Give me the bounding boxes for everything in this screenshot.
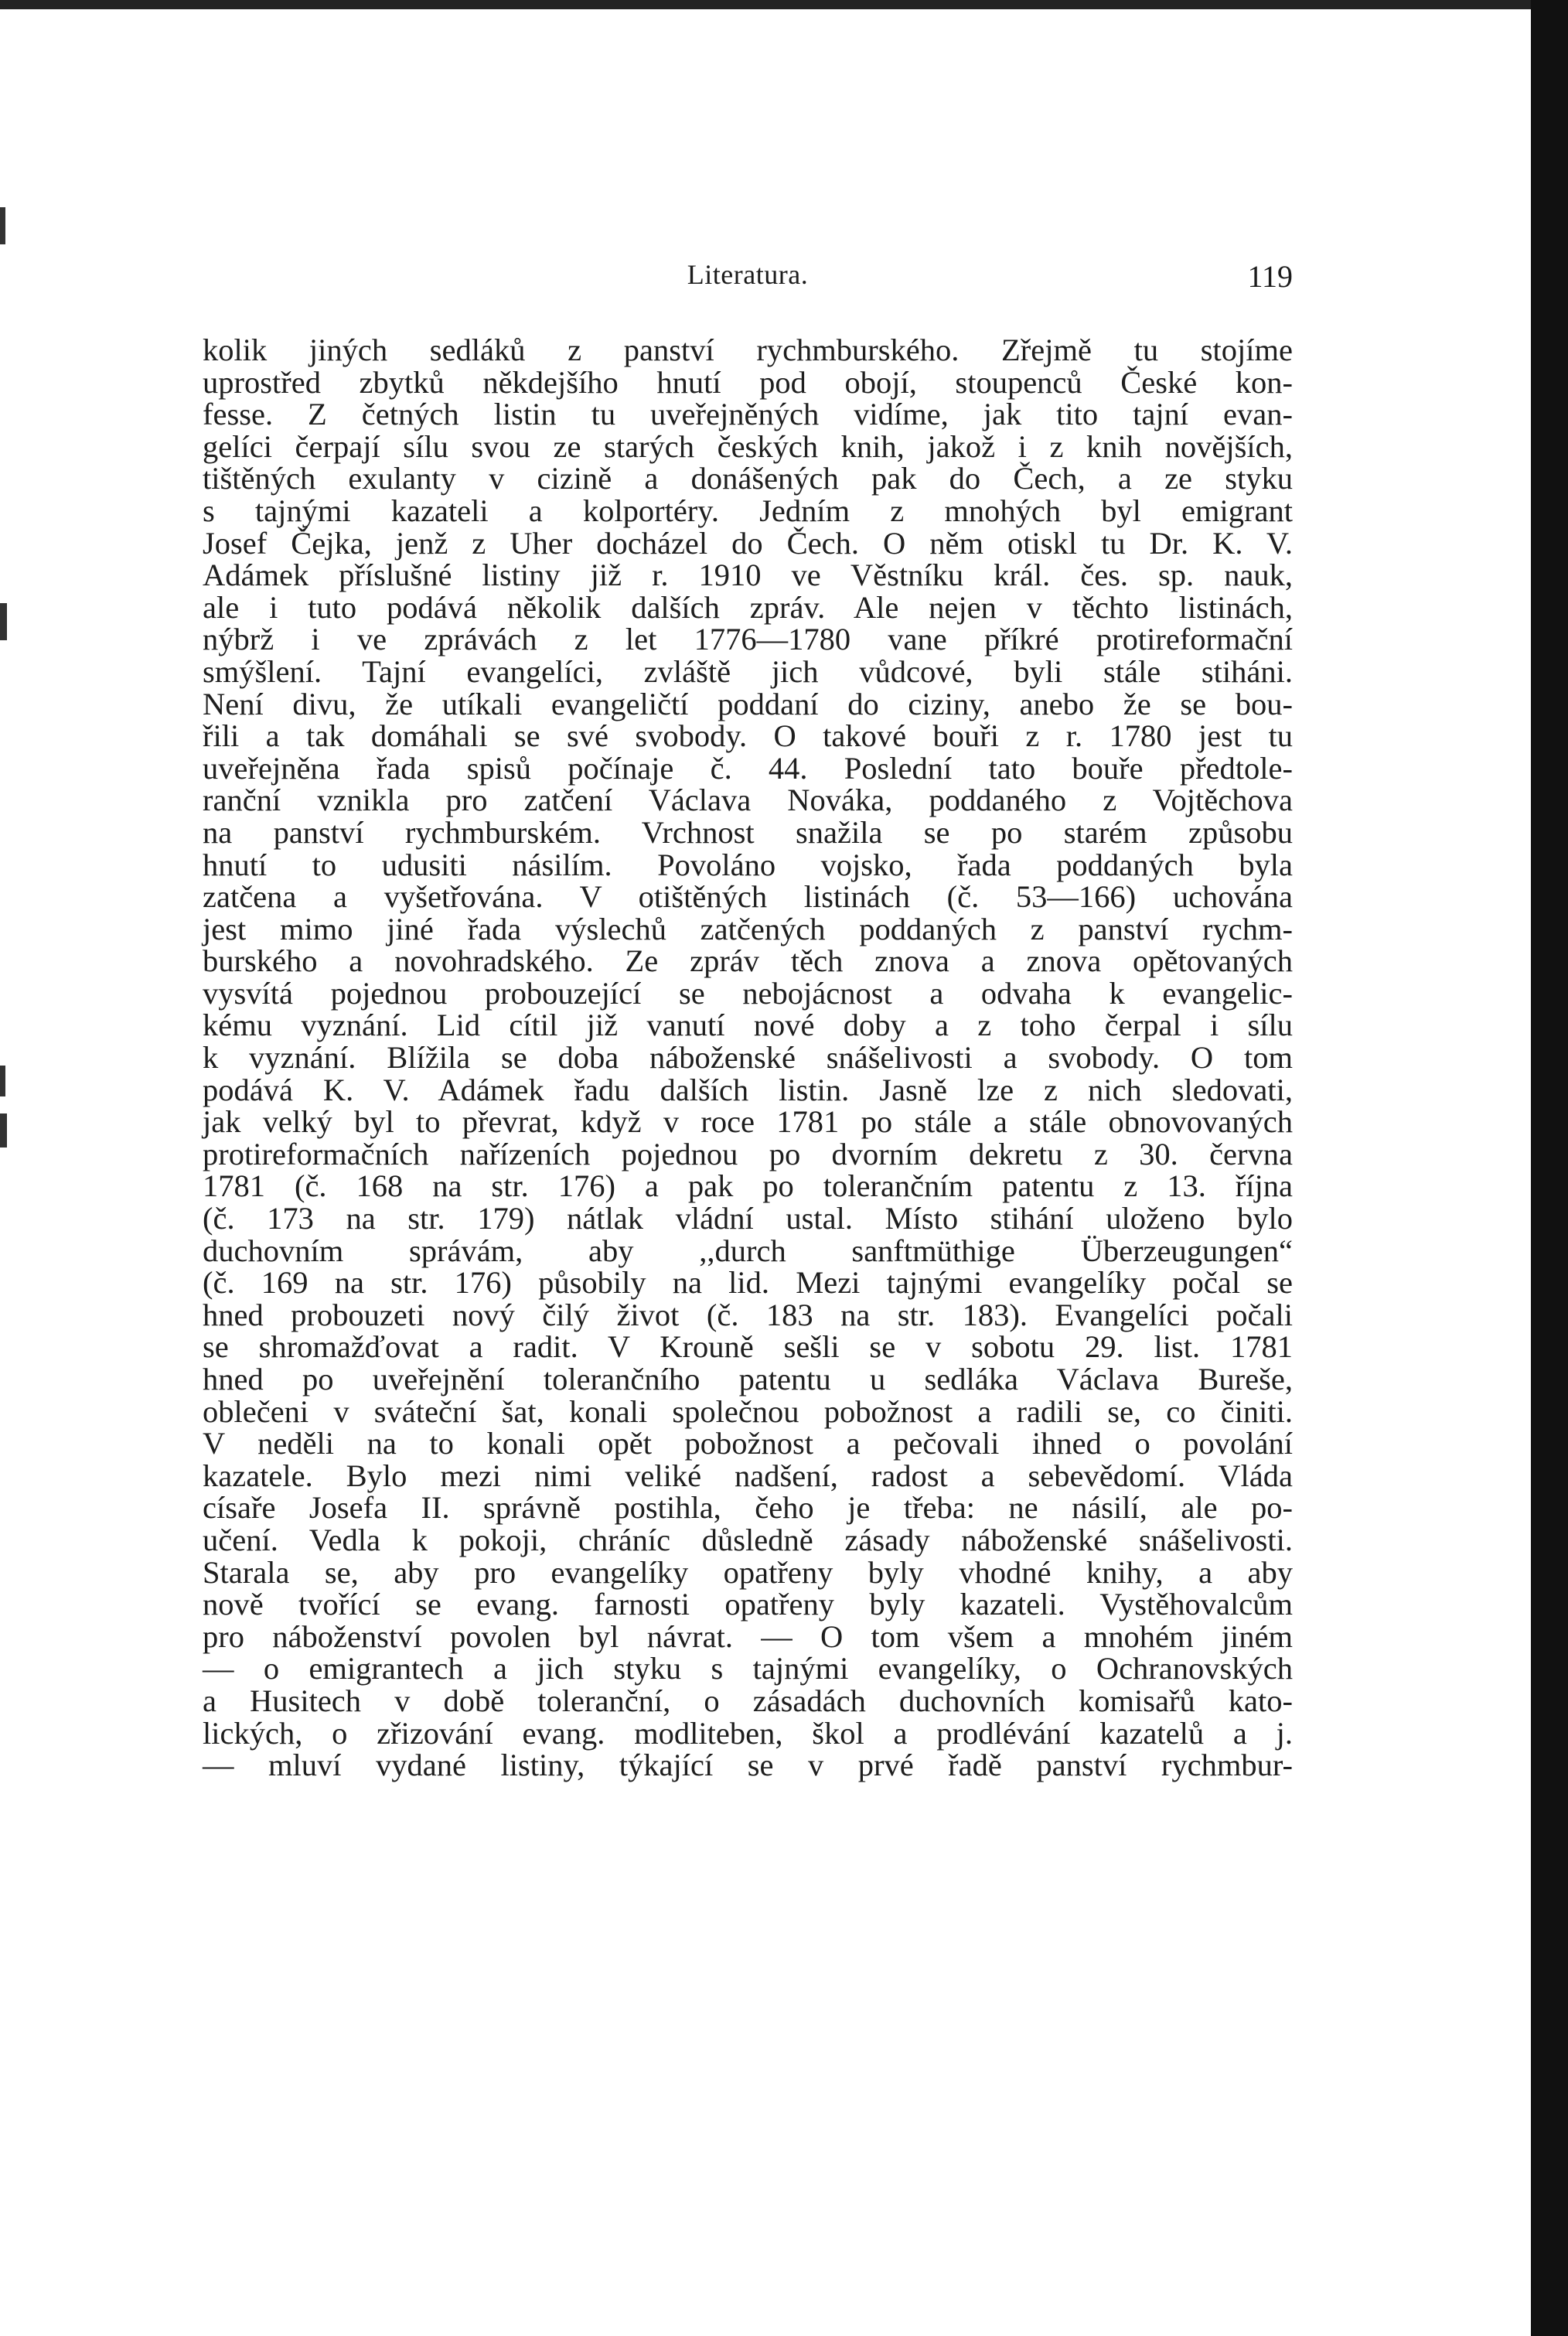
text-line: ale i tuto podává několik dalších zpráv. Ale nejen v těchto listinách,	[203, 589, 1293, 625]
text-line: k vyznání. Blížila se doba náboženské snášelivosti a svobody. O tom	[203, 1040, 1293, 1076]
text-line: Není divu, že utíkali evangeličtí poddaní do ciziny, anebo že se bou-	[203, 686, 1293, 721]
text-line: duchovním správám, aby ,,durch sanftmüthige Überzeugungen“	[203, 1233, 1293, 1268]
text-line: a Husitech v době toleranční, o zásadách duchovních komisařů kato-	[203, 1683, 1293, 1718]
text-line: hnutí to udusiti násilím. Povoláno vojsko, řada poddaných byla	[203, 847, 1293, 882]
text-line: Adámek příslušné listiny již r. 1910 ve Věstníku král. čes. sp. nauk,	[203, 558, 1293, 593]
text-line: kému vyznání. Lid cítil již vanutí nové doby a z toho čerpal i sílu	[203, 1008, 1293, 1043]
text-line: uprostřed zbytků někdejšího hnutí pod obojí, stoupenců České kon-	[203, 364, 1293, 400]
text-line: — o emigrantech a jich styku s tajnými evangelíky, o Ochranovských	[203, 1651, 1293, 1686]
text-line: jak velký byl to převrat, když v roce 1781 po stále a stále obnovovaných	[203, 1104, 1293, 1140]
text-line: oblečeni v sváteční šat, konali společnou pobožnost a radili se, co činiti.	[203, 1393, 1293, 1429]
text-line: — mluví vydané listiny, týkající se v prvé řadě panství rychmbur-	[203, 1748, 1293, 1783]
running-head	[203, 258, 1293, 297]
text-line: (č. 169 na str. 176) působily na lid. Mezi tajnými evangelíky počal se	[203, 1265, 1293, 1301]
text-line: kolik jiných sedláků z panství rychmburského. Zřejmě tu stojíme	[203, 332, 1293, 367]
text-line: fesse. Z četných listin tu uveřejněných vidíme, jak tito tajní evan-	[203, 397, 1293, 432]
page-number: 119	[1247, 259, 1293, 294]
text-line: se shromažďovat a radit. V Krouně sešli se v sobotu 29. list. 1781	[203, 1329, 1293, 1365]
text-line: kazatele. Bylo mezi nimi veliké nadšení, radost a sebevědomí. Vláda	[203, 1458, 1293, 1493]
text-line: burského a novohradského. Ze zpráv těch znova a znova opětovaných	[203, 943, 1293, 979]
text-line: řili a tak domáhali se své svobody. O takové bouři z r. 1780 jest tu	[203, 718, 1293, 754]
text-line: smýšlení. Tajní evangelíci, zvláště jich vůdcové, byli stále stiháni.	[203, 653, 1293, 689]
text-line: nově tvořící se evang. farnosti opatřeny byly kazateli. Vystěhovalcům	[203, 1587, 1293, 1622]
text-line: jest mimo jiné řada výslechů zatčených poddaných z panství rychm-	[203, 911, 1293, 946]
text-line: císaře Josefa II. správně postihla, čeho je třeba: ne násilí, ale po-	[203, 1490, 1293, 1526]
body-text	[203, 334, 1293, 1782]
scan-mark	[0, 207, 5, 244]
text-line: vysvítá pojednou probouzející se nebojácnost a odvaha k evangelic-	[203, 975, 1293, 1011]
text-line: protireformačních nařízeních pojednou po dvorním dekretu z 30. června	[203, 1136, 1293, 1171]
text-line: zatčena a vyšetřována. V otištěných listinách (č. 53—166) uchována	[203, 879, 1293, 915]
text-line: lických, o zřizování evang. modliteben, škol a prodlévání kazatelů a j.	[203, 1715, 1293, 1751]
scan-mark	[0, 1113, 7, 1148]
scan-border-top	[0, 0, 1568, 9]
text-line: (č. 173 na str. 179) nátlak vládní ustal. Místo stihání uloženo bylo	[203, 1201, 1293, 1236]
text-line: ranční vznikla pro zatčení Václava Nováka, poddaného z Vojtěchova	[203, 783, 1293, 818]
text-line: tištěných exulanty v cizině a donášených pak do Čech, a ze styku	[203, 461, 1293, 496]
text-line: Starala se, aby pro evangelíky opatřeny byly vhodné knihy, a aby	[203, 1554, 1293, 1590]
text-line: nýbrž i ve zprávách z let 1776—1780 vane příkré protireformační	[203, 622, 1293, 657]
text-line: učení. Vedla k pokoji, chráníc důsledně zásady náboženské snášelivosti.	[203, 1522, 1293, 1557]
text-line: na panství rychmburském. Vrchnost snažila se po starém způsobu	[203, 814, 1293, 850]
text-line: uveřejněna řada spisů počínaje č. 44. Poslední tato bouře předtole-	[203, 750, 1293, 786]
text-line: V neděli na to konali opět pobožnost a pečovali ihned o povolání	[203, 1426, 1293, 1461]
text-line: hned po uveřejnění tolerančního patentu u sedláka Václava Bureše,	[203, 1362, 1293, 1396]
running-title: Literatura.	[687, 259, 809, 290]
text-line: Josef Čejka, jenž z Uher docházel do Čech. O něm otiskl tu Dr. K. V.	[203, 525, 1293, 561]
text-line: 1781 (č. 168 na str. 176) a pak po tolerančním patentu z 13. října	[203, 1168, 1293, 1204]
text-line: gelíci čerpají sílu svou ze starých českých knih, jakož i z knih novějších,	[203, 428, 1293, 464]
scan-border-right	[1531, 0, 1568, 2336]
scan-mark	[0, 1066, 5, 1096]
text-line: pro náboženství povolen byl návrat. — O tom všem a mnohém jiném	[203, 1618, 1293, 1654]
text-line: hned probouzeti nový čilý život (č. 183 na str. 183). Evangelíci počali	[203, 1297, 1293, 1332]
scan-mark	[0, 603, 7, 640]
text-line: podává K. V. Adámek řadu dalších listin. Jasně lze z nich sledovati,	[203, 1072, 1293, 1107]
text-line: s tajnými kazateli a kolportéry. Jedním z mnohých byl emigrant	[203, 493, 1293, 528]
